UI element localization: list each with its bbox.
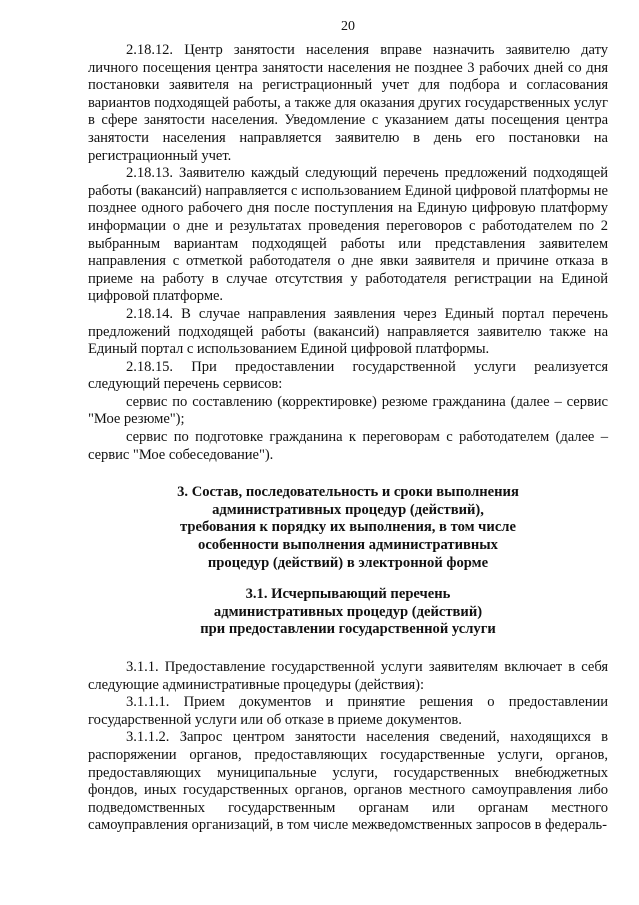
- subsection-heading-line: при предоставлении государственной услуги: [200, 621, 496, 638]
- list-item-service-resume: сервис по составлению (корректировке) резюме гражданина (далее – сервис "Мое резюме");: [88, 393, 608, 428]
- subsection-heading-line: административных процедур (действий): [213, 603, 483, 620]
- subsection-heading: [88, 586, 608, 639]
- document-page: [88, 18, 608, 835]
- section-heading-line: 3. Состав, последовательность и сроки выполнения: [177, 484, 519, 501]
- section-heading-line: процедур (действий) в электронной форме: [207, 554, 489, 571]
- section-heading-line: особенности выполнения административных: [198, 537, 498, 554]
- paragraph-2-18-12: 2.18.12. Центр занятости населения вправе назначить заявителю дату личного посещения центра занятости населения не позднее 3 рабочих дней со дня постановки заявителя на регистрационный учет для подбора и согласования вариантов подходящей работы, а также для оказания других государственных услуг в сфере занятости населения. Уведомление с указанием даты посещения центра занятости населения направляется заявителю в день его постановки на регистрационный учет.: [88, 42, 608, 164]
- paragraph-3-1-1-2: 3.1.1.2. Запрос центром занятости населения сведений, находящихся в распоряжении органов, предоставляющих государственные услуги, органов, предоставляющих муниципальные услуги, государственных внебюджетных фондов, иных государственных органов, органов местного самоуправления либо подведомственных государственным органам или органам местного самоуправления организаций, в том числе межведомственных запросов в федераль-: [88, 729, 608, 834]
- subsection-heading-line: 3.1. Исчерпывающий перечень: [245, 586, 451, 603]
- paragraph-2-18-13: 2.18.13. Заявителю каждый следующий перечень предложений подходящей работы (вакансий) направляется с использованием Единой цифровой платформы не позднее одного рабочего дня после поступления на Единую цифровую платформу информации о дне и результатах проведения переговоров с работодателем по 2 выбранным вариантам подходящей работы или представления заявителем направления с отметкой работодателя о дне явки заявителя и причине отказа в приеме на работу в случае отсутствия у работодателя регистрации на Единой цифровой платформе.: [88, 165, 608, 305]
- paragraph-2-18-15: 2.18.15. При предоставлении государственной услуги реализуется следующий перечень сервисов:: [88, 358, 608, 393]
- paragraph-3-1-1-1: 3.1.1.1. Прием документов и принятие решения о предоставлении государственной услуги или об отказе в приеме документов.: [88, 694, 608, 728]
- page-number: 20: [341, 19, 355, 34]
- section-heading-line: административных процедур (действий),: [212, 501, 484, 518]
- paragraph-2-18-14: 2.18.14. В случае направления заявления через Единый портал перечень предложений подходящей работы (вакансий) направляется заявителю также на Единый портал с использованием Единой цифровой платформы.: [88, 305, 608, 358]
- list-item-service-interview: сервис по подготовке гражданина к переговорам с работодателем (далее – сервис "Мое собеседование").: [88, 429, 608, 463]
- section-heading-line: требования к порядку их выполнения, в том числе: [180, 519, 516, 536]
- paragraph-3-1-1: 3.1.1. Предоставление государственной услуги заявителям включает в себя следующие административные процедуры (действия):: [88, 659, 608, 693]
- section-heading: [88, 484, 608, 572]
